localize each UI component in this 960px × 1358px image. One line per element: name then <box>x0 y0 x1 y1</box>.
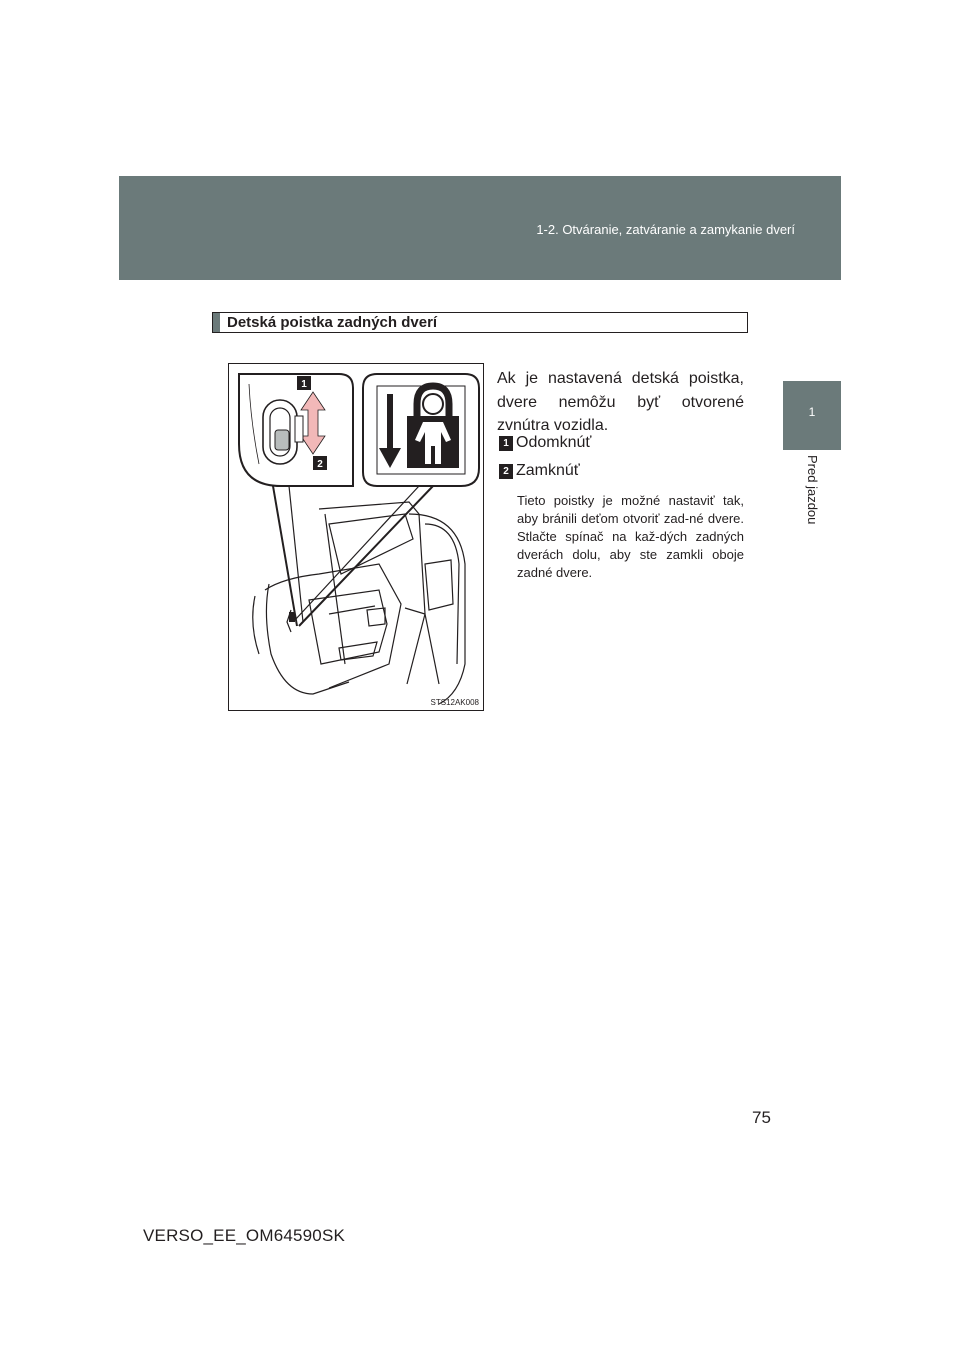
figure-code: STS12AK008 <box>430 698 479 707</box>
door-lock-switch-icon <box>239 374 353 486</box>
list-item <box>499 461 580 481</box>
page-number: 75 <box>752 1108 771 1127</box>
rear-door-illustration <box>229 364 484 711</box>
chapter-label: Pred jazdou <box>805 455 820 525</box>
figure <box>228 363 484 711</box>
breadcrumb: 1-2. Otváranie, zatváranie a zamykanie dverí <box>536 222 795 237</box>
section-title: Detská poistka zadných dverí <box>227 314 438 331</box>
child-lock-icon <box>363 374 479 486</box>
list-item <box>499 433 591 453</box>
callout-2-label: 2 <box>317 459 323 470</box>
header-band <box>119 176 841 280</box>
footer-code: VERSO_EE_OM64590SK <box>143 1226 346 1245</box>
section-header <box>212 312 748 333</box>
item-label: Zamknúť <box>516 462 580 479</box>
chapter-label-container <box>782 455 842 565</box>
item-label: Odomknúť <box>516 434 592 451</box>
chapter-number: 1 <box>808 405 816 419</box>
note-paragraph: Tieto poistky je možné nastaviť tak, aby bránili deťom otvoriť zad-né dvere. Stlačte spínač na kaž-dých zadných dverách dolu, aby ste zamkli oboje zadné dvere. <box>517 493 744 580</box>
chapter-tab <box>783 381 841 450</box>
car-door-lines <box>253 502 465 704</box>
intro-paragraph: Ak je nastavená detská poistka, dvere nemôžu byť otvorené zvnútra vozidla. <box>497 370 744 434</box>
callout-1-label: 1 <box>301 379 307 390</box>
item-number-badge: 1 <box>499 436 513 451</box>
section-accent-bar <box>213 313 220 332</box>
item-number-badge: 2 <box>499 464 513 479</box>
